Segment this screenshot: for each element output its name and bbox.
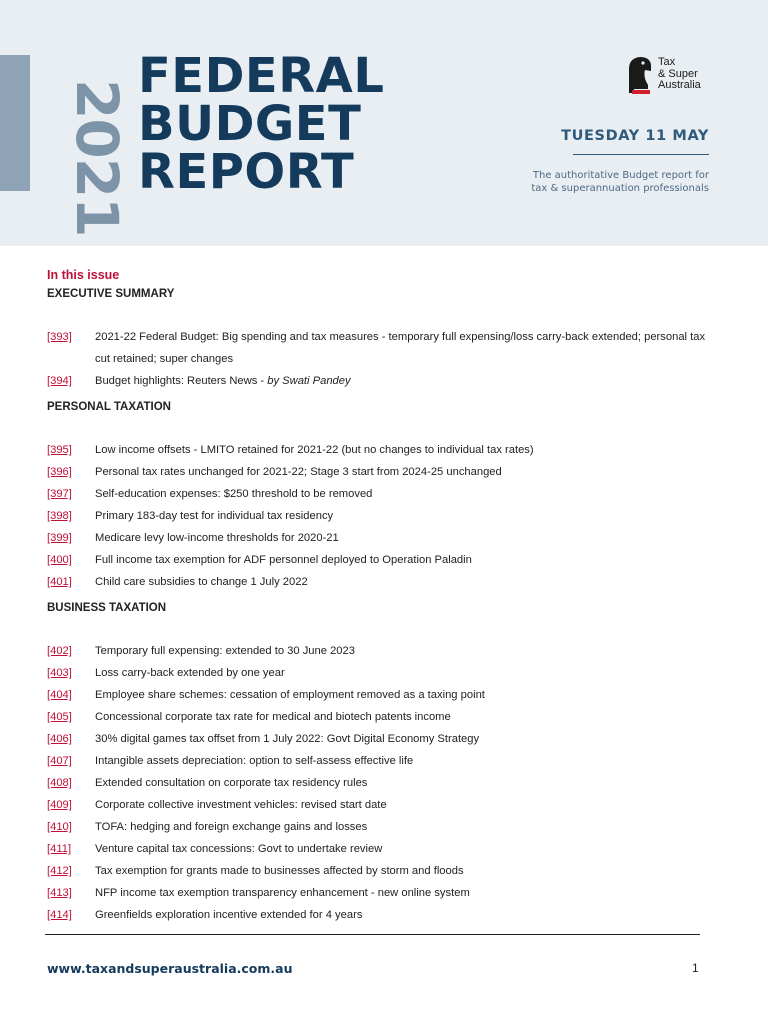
toc-entry-ref-link[interactable]: [402] (47, 645, 72, 657)
toc-entry-text: Intangible assets depreciation: option to self-assess effective life (95, 755, 414, 767)
toc-entry-ref-link[interactable]: [414] (47, 909, 72, 921)
toc-entry-text: Extended consultation on corporate tax residency rules (95, 777, 368, 789)
toc-section (47, 400, 717, 593)
title-line-3: REPORT (138, 144, 355, 200)
toc-entry (47, 571, 717, 593)
toc-entry-text: Employee share schemes: cessation of employment removed as a taxing point (95, 689, 485, 701)
logo-knight-icon (626, 55, 654, 95)
toc-entry (47, 816, 717, 838)
toc-entry (47, 772, 717, 794)
toc-entry (47, 549, 717, 571)
toc-entry-ref-link[interactable]: [397] (47, 488, 72, 500)
section-heading: EXECUTIVE SUMMARY (47, 288, 175, 300)
toc-entry (47, 882, 717, 904)
toc-section (47, 287, 717, 392)
report-title (138, 48, 385, 200)
toc-entry (47, 662, 717, 684)
logo-text-line-2: & Super (658, 67, 698, 80)
accent-bar (0, 55, 30, 191)
toc-entry (47, 728, 717, 750)
table-of-contents (47, 266, 717, 934)
footer-website-link[interactable]: www.taxandsuperaustralia.com.au (47, 961, 293, 976)
toc-entry-text: TOFA: hedging and foreign exchange gains and losses (95, 821, 368, 833)
toc-entry (47, 794, 717, 816)
toc-entry-text: Child care subsidies to change 1 July 2022 (95, 576, 308, 588)
toc-entry-text: 2021-22 Federal Budget: Big spending and tax measures - temporary full expensing/loss carry-back extended; personal tax cut retained; super changes (95, 331, 706, 365)
section-heading: PERSONAL TAXATION (47, 401, 171, 413)
toc-entry-text: Corporate collective investment vehicles: revised start date (95, 799, 387, 811)
toc-entry-text: Greenfields exploration incentive extended for 4 years (95, 909, 363, 921)
toc-entry (47, 838, 717, 860)
report-year: 2021 (63, 79, 131, 237)
toc-entry-text: 30% digital games tax offset from 1 July 2022: Govt Digital Economy Strategy (95, 733, 480, 745)
in-this-issue-heading: In this issue (47, 268, 120, 282)
toc-entry-ref-link[interactable]: [406] (47, 733, 72, 745)
toc-entry-ref-link[interactable]: [405] (47, 711, 72, 723)
toc-entry (47, 483, 717, 505)
toc-entry (47, 461, 717, 483)
toc-entry-text: Budget highlights: Reuters News - (95, 375, 268, 387)
toc-entry (47, 439, 717, 461)
toc-entry-text: NFP income tax exemption transparency enhancement - new online system (95, 887, 470, 899)
tagline-line-2: tax & superannuation professionals (531, 183, 709, 194)
toc-entry-ref-link[interactable]: [395] (47, 444, 72, 456)
toc-entry-ref-link[interactable]: [413] (47, 887, 72, 899)
toc-entry-ref-link[interactable]: [394] (47, 375, 72, 387)
toc-entry-ref-link[interactable]: [393] (47, 331, 72, 343)
toc-entry-text: Medicare levy low-income thresholds for 2020-21 (95, 532, 339, 544)
section-heading: BUSINESS TAXATION (47, 602, 167, 614)
toc-section (47, 601, 717, 926)
toc-entry-text: Temporary full expensing: extended to 30 June 2023 (95, 645, 355, 657)
toc-entry (47, 505, 717, 527)
toc-entry-ref-link[interactable]: [400] (47, 554, 72, 566)
report-header (0, 0, 768, 246)
toc-entry-ref-link[interactable]: [399] (47, 532, 72, 544)
toc-entry-text: Low income offsets - LMITO retained for 2021-22 (but no changes to individual tax rates) (95, 444, 534, 456)
toc-entry-ref-link[interactable]: [411] (47, 843, 72, 855)
toc-entry-ref-link[interactable]: [409] (47, 799, 72, 811)
toc-entry-ref-link[interactable]: [398] (47, 510, 72, 522)
toc-entry (47, 904, 717, 926)
toc-entry-text: Concessional corporate tax rate for medical and biotech patents income (95, 711, 451, 723)
toc-entry-ref-link[interactable]: [407] (47, 755, 72, 767)
toc-entry-text: Personal tax rates unchanged for 2021-22; Stage 3 start from 2024-25 unchanged (95, 466, 502, 478)
logo-text-line-3: Australia (658, 79, 701, 91)
title-line-1: FEDERAL (138, 48, 385, 104)
toc-entry (47, 640, 717, 662)
date-underline (573, 154, 709, 155)
toc-entry (47, 860, 717, 882)
toc-entry-text: Venture capital tax concessions: Govt to undertake review (95, 843, 383, 855)
toc-sections (47, 287, 717, 926)
toc-entry (47, 706, 717, 728)
toc-entry-ref-link[interactable]: [396] (47, 466, 72, 478)
toc-entry-ref-link[interactable]: [412] (47, 865, 72, 877)
report-date: TUESDAY 11 MAY (561, 128, 709, 144)
page-number: 1 (692, 961, 699, 975)
toc-entry-text: Loss carry-back extended by one year (95, 667, 285, 679)
toc-entry-text: Tax exemption for grants made to businesses affected by storm and floods (95, 865, 464, 877)
toc-entry-ref-link[interactable]: [404] (47, 689, 72, 701)
toc-entry (47, 527, 717, 549)
toc-entry-ref-link[interactable]: [403] (47, 667, 72, 679)
toc-entry (47, 684, 717, 706)
title-line-2: BUDGET (138, 96, 362, 152)
logo-text (658, 57, 701, 92)
toc-entry-ref-link[interactable]: [401] (47, 576, 72, 588)
tax-super-australia-logo (626, 55, 716, 95)
tagline-line-1: The authoritative Budget report for (532, 170, 709, 181)
toc-entry (47, 370, 717, 392)
toc-entry-text: Self-education expenses: $250 threshold to be removed (95, 488, 373, 500)
footer-divider (45, 934, 700, 935)
toc-entry-ref-link[interactable]: [410] (47, 821, 72, 833)
logo-text-line-1: Tax (658, 56, 676, 68)
toc-entry (47, 750, 717, 772)
toc-entry (47, 326, 717, 370)
toc-entry-text: Full income tax exemption for ADF personnel deployed to Operation Paladin (95, 554, 472, 566)
toc-entry-author: by Swati Pandey (267, 375, 351, 387)
toc-entry-text: Primary 183-day test for individual tax residency (95, 510, 334, 522)
report-tagline (469, 169, 709, 195)
toc-entry-ref-link[interactable]: [408] (47, 777, 72, 789)
